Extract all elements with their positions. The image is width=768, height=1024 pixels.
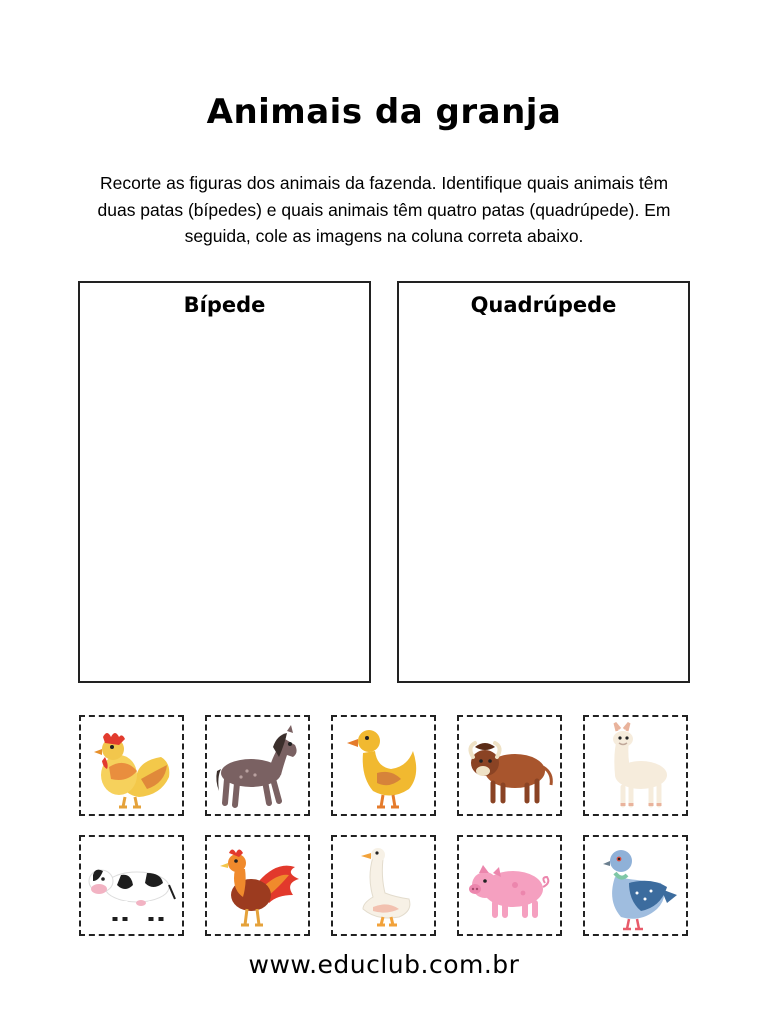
bull-icon	[459, 717, 560, 814]
cutout-card-goose[interactable]	[331, 835, 436, 936]
cutout-card-cow[interactable]	[79, 835, 184, 936]
cutout-card-pigeon[interactable]	[583, 835, 688, 936]
biped-heading: Bípede	[183, 293, 266, 317]
cutout-card-pig[interactable]	[457, 835, 562, 936]
cutout-card-horse[interactable]	[205, 715, 310, 816]
biped-column	[78, 281, 371, 683]
cutout-card-rooster[interactable]	[205, 835, 310, 936]
pig-icon	[459, 837, 560, 934]
pigeon-icon	[585, 837, 686, 934]
footer-url[interactable]: www.educlub.com.br	[248, 950, 520, 979]
quadruped-heading: Quadrúpede	[470, 293, 617, 317]
goose-icon	[333, 837, 434, 934]
horse-icon	[207, 717, 308, 814]
hen-icon	[81, 717, 182, 814]
cutout-card-bull[interactable]	[457, 715, 562, 816]
quadruped-column	[397, 281, 690, 683]
llama-icon	[585, 717, 686, 814]
cutout-card-llama[interactable]	[583, 715, 688, 816]
cow-icon	[81, 837, 182, 934]
cutout-card-duck[interactable]	[331, 715, 436, 816]
instructions-text: Recorte as figuras dos animais da fazenda. Identifique quais animais têm duas patas (bípedes) e quais animais têm quatro patas (quadrúpede). Em seguida, cole as imagens na coluna correta abaixo.	[97, 173, 671, 246]
page-title: Animais da granja	[206, 92, 562, 132]
cutout-card-hen[interactable]	[79, 715, 184, 816]
duck-icon	[333, 717, 434, 814]
rooster-icon	[207, 837, 308, 934]
